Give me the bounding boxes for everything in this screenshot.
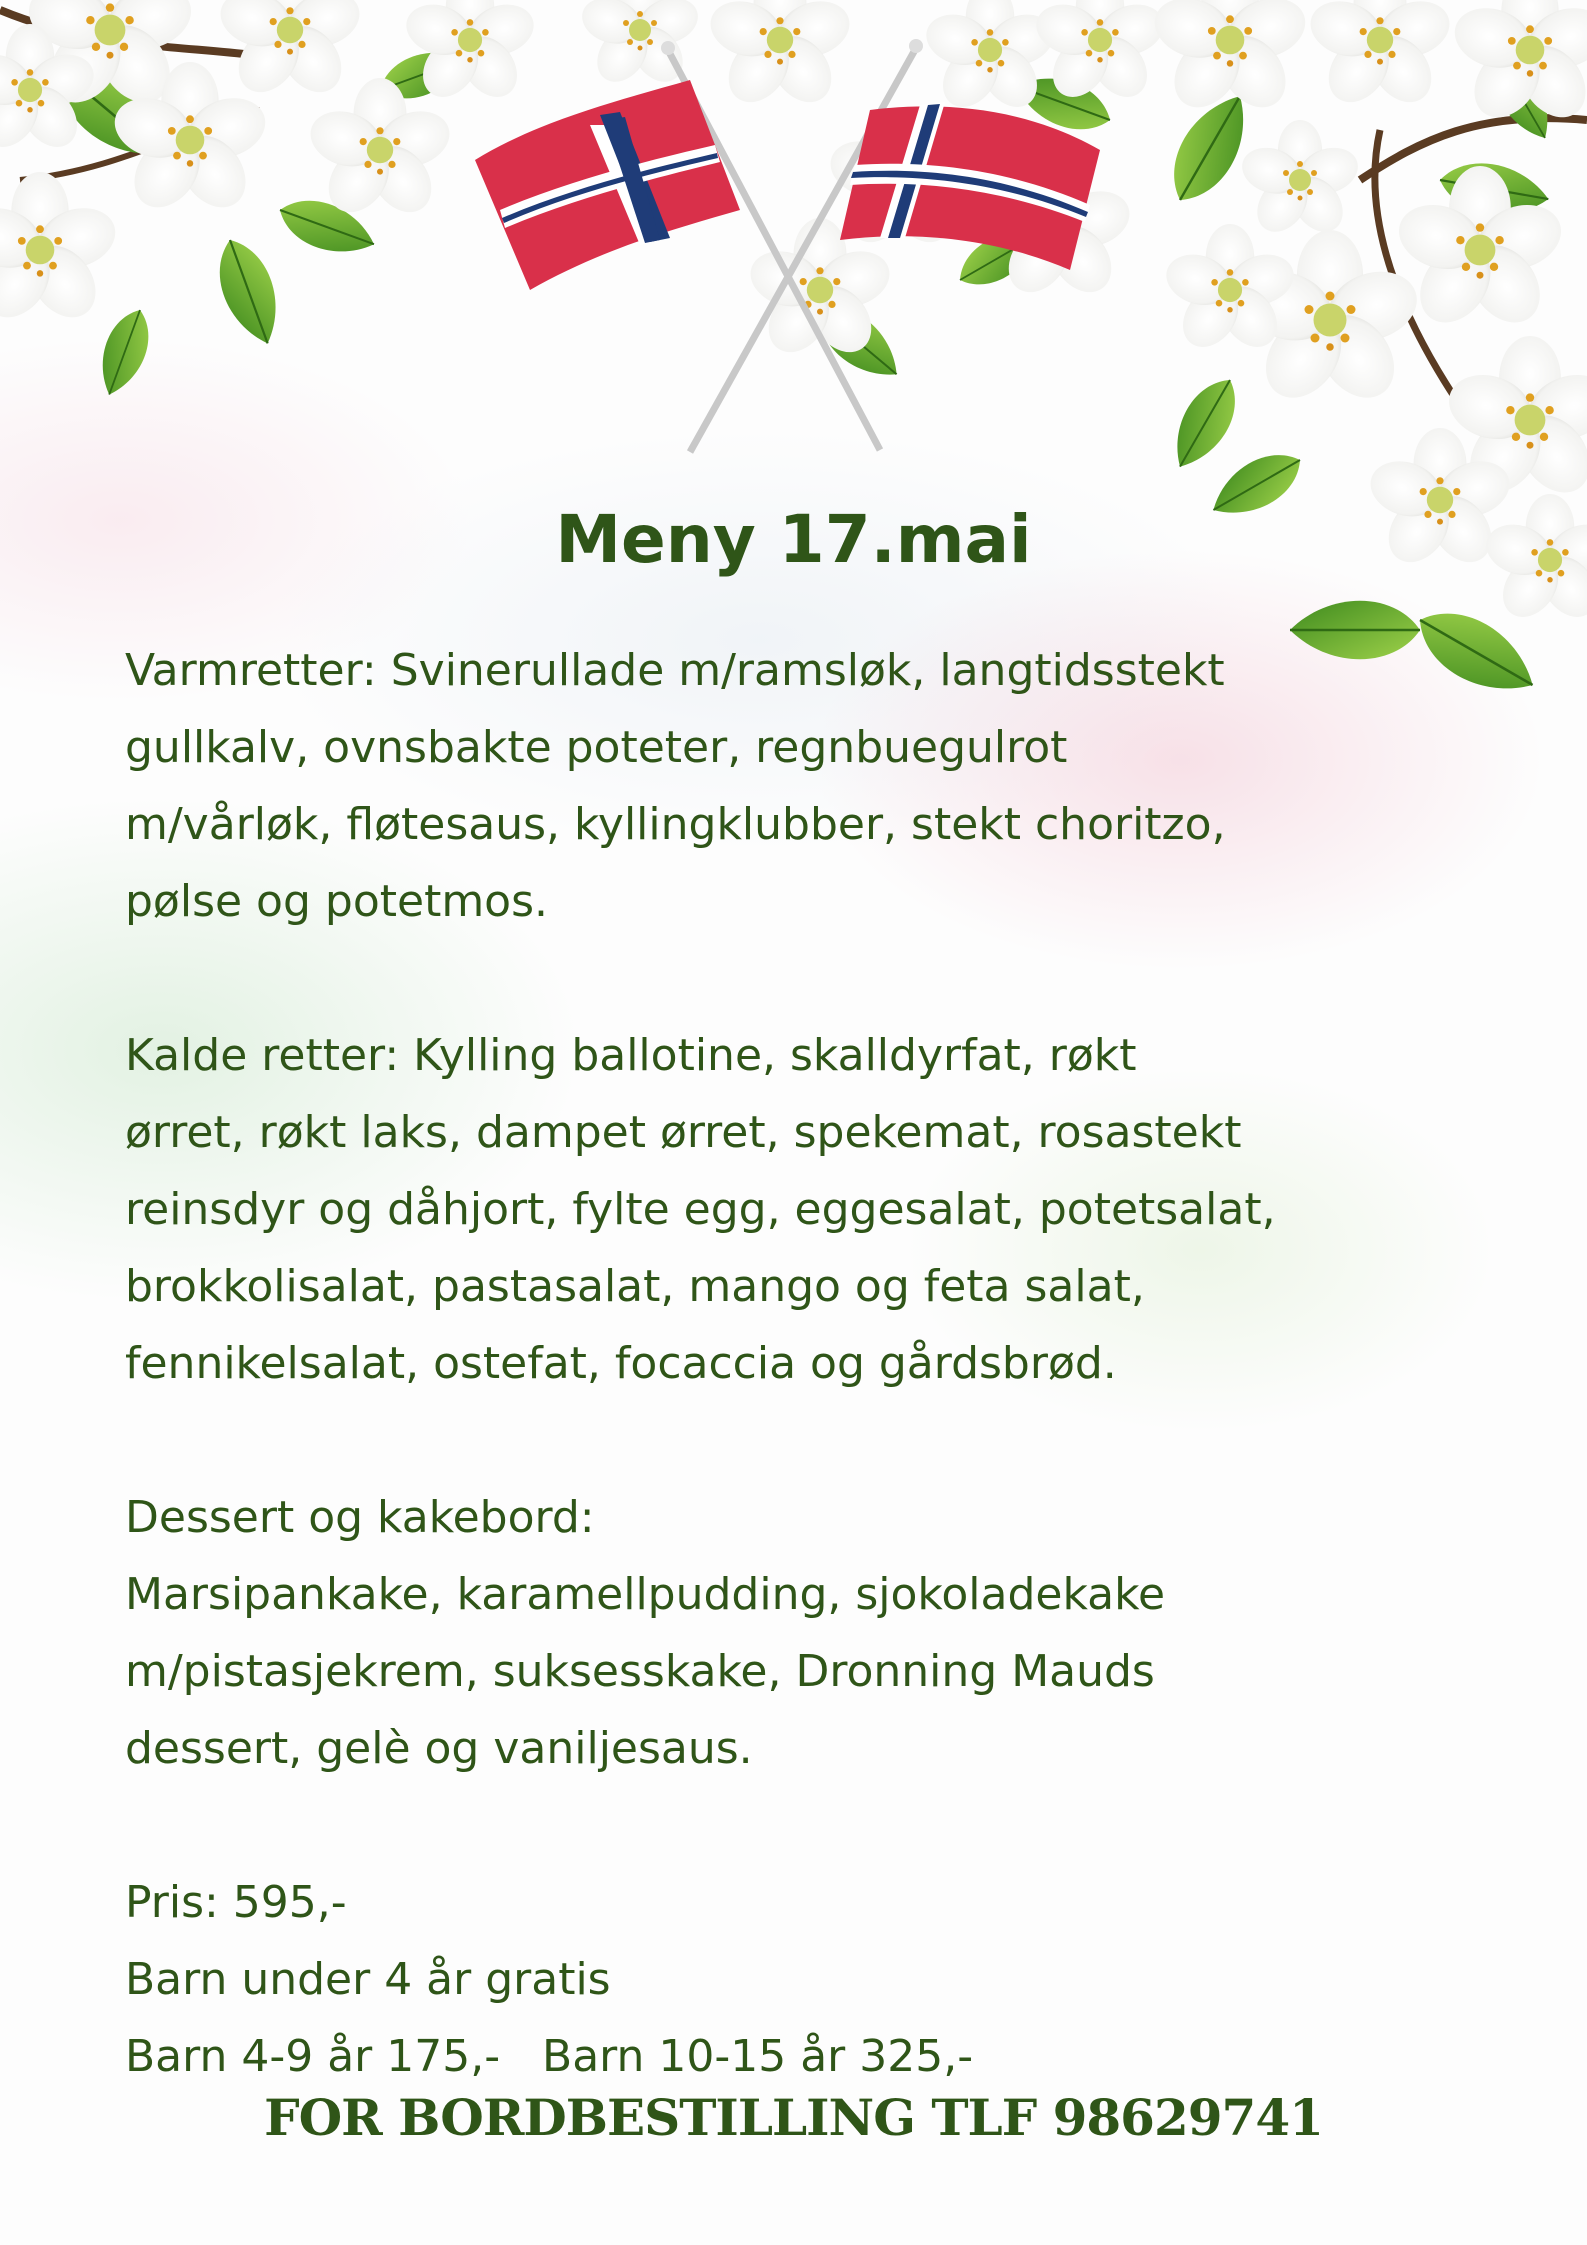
price-line: Pris: 595,- bbox=[125, 1877, 347, 1928]
section-spacer bbox=[125, 1402, 1445, 1479]
menu-line: Dessert og kakebord: bbox=[125, 1492, 595, 1543]
header-decoration bbox=[0, 0, 1587, 700]
cherry-blossom-icon bbox=[0, 0, 1587, 700]
menu-line: m/vårløk, fløtesaus, kyllingklubber, stekt choritzo, bbox=[125, 799, 1226, 850]
menu-line: m/pistasjekrem, suksesskake, Dronning Mauds bbox=[125, 1646, 1155, 1697]
section-pris bbox=[125, 1864, 1445, 2095]
price-line: Barn under 4 år gratis bbox=[125, 1954, 611, 2005]
section-varmretter bbox=[125, 632, 1445, 940]
menu-line: pølse og potetmos. bbox=[125, 876, 549, 927]
menu-line: ørret, røkt laks, dampet ørret, spekemat, rosastekt bbox=[125, 1107, 1242, 1158]
menu-line: gullkalv, ovnsbakte poteter, regnbuegulrot bbox=[125, 722, 1068, 773]
menu-content bbox=[125, 632, 1445, 2095]
section-kalde-retter bbox=[125, 1017, 1445, 1402]
menu-line: brokkolisalat, pastasalat, mango og feta salat, bbox=[125, 1261, 1145, 1312]
menu-line: Kalde retter: Kylling ballotine, skalldyrfat, røkt bbox=[125, 1030, 1137, 1081]
menu-line: Varmretter: Svinerullade m/ramsløk, langtidsstekt bbox=[125, 645, 1225, 696]
price-line: Barn 4-9 år 175,- Barn 10-15 år 325,- bbox=[125, 2031, 974, 2082]
section-spacer bbox=[125, 1787, 1445, 1864]
section-spacer bbox=[125, 940, 1445, 1017]
booking-phone: FOR BORDBESTILLING TLF 98629741 bbox=[264, 2088, 1323, 2147]
page-title: Meny 17.mai bbox=[555, 501, 1032, 578]
menu-line: fennikelsalat, ostefat, focaccia og gårdsbrød. bbox=[125, 1338, 1117, 1389]
menu-line: Marsipankake, karamellpudding, sjokoladekake bbox=[125, 1569, 1166, 1620]
section-dessert bbox=[125, 1479, 1445, 1787]
menu-line: dessert, gelè og vaniljesaus. bbox=[125, 1723, 753, 1774]
menu-line: reinsdyr og dåhjort, fylte egg, eggesalat, potetsalat, bbox=[125, 1184, 1276, 1235]
